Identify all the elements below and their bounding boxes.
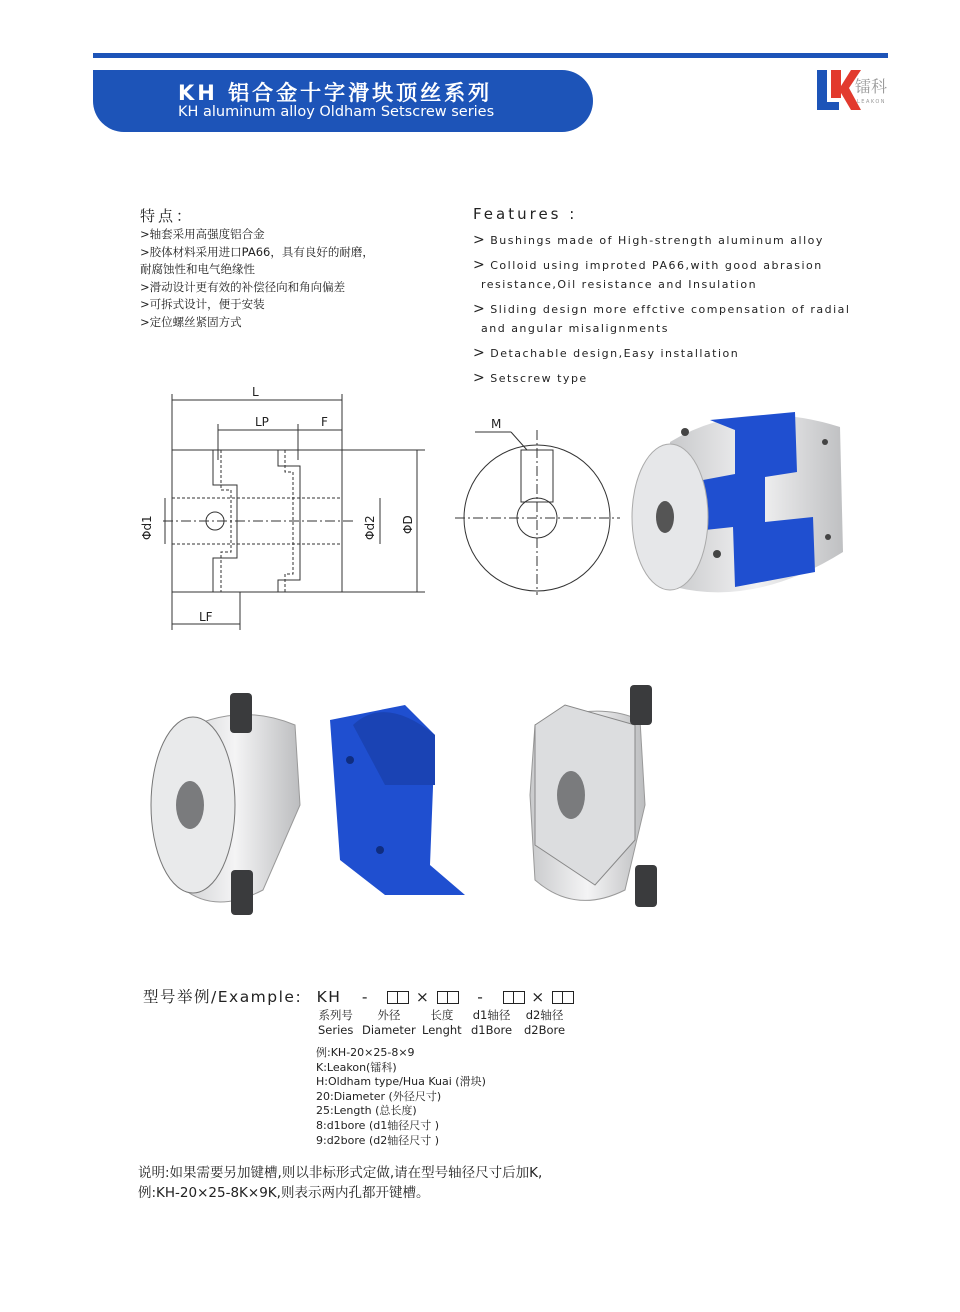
header-rule xyxy=(93,53,888,58)
front-view-drawing xyxy=(455,410,625,600)
features-en-title: Features : xyxy=(473,205,578,223)
coupling-assembled-image xyxy=(625,402,860,602)
dim-L: L xyxy=(252,385,259,399)
dim-LF: LF xyxy=(199,610,213,624)
dim-D: ΦD xyxy=(401,515,415,534)
dim-LP: LP xyxy=(255,415,269,429)
length-box xyxy=(437,991,459,1004)
d2-box xyxy=(552,991,574,1004)
feature-cn-item: >定位螺丝紧固方式 xyxy=(140,314,242,329)
feature-cn-item: 耐腐蚀性和电气绝缘性 xyxy=(140,262,255,276)
dim-M: M xyxy=(491,417,502,431)
example-line: 9:d2bore (d2轴径尺寸 ) xyxy=(316,1133,440,1147)
feature-cn-item: >胶体材料采用进口PA66，具有良好的耐磨， xyxy=(140,244,374,259)
feature-en-item: > Detachable design,Easy installation xyxy=(473,345,740,361)
label-d2: d2轴径 d2Bore xyxy=(524,1008,566,1037)
example-explanation xyxy=(316,1046,486,1148)
label-diameter: 外径 Diameter xyxy=(362,1008,416,1037)
feature-cn-item: >可拆式设计，便于安装 xyxy=(140,297,265,311)
feature-en-item: > Sliding design more effctive compensation of radial and angular misalignments xyxy=(473,301,851,335)
example-line: 25:Length (总长度) xyxy=(316,1104,417,1118)
side-view-drawing xyxy=(135,380,435,640)
label-length: 长度 Lenght xyxy=(422,1008,462,1037)
features-cn-list xyxy=(140,226,374,331)
example-prefix: 型号举例/Example: xyxy=(143,988,303,1006)
example-line: 20:Diameter (外径尺寸) xyxy=(316,1089,442,1103)
label-d1: d1轴径 d1Bore xyxy=(471,1008,513,1037)
example-code-row: 型号举例/Example: KH - × - × xyxy=(143,985,574,1007)
example-line: 8:d1bore (d1轴径尺寸 ) xyxy=(316,1118,440,1132)
diameter-box xyxy=(387,991,409,1004)
dim-d1: Φd1 xyxy=(140,515,154,540)
keyway-note: 说明:如果需要另加键槽,则以非标形式定做,请在型号轴径尺寸后加K, 例:KH-20×25-8K×9K,则表示两内孔都开键槽。 xyxy=(138,1165,543,1201)
feature-cn-item: >滑动设计更有效的补偿径向和角向偏差 xyxy=(140,279,346,294)
page-subtitle: KH aluminum alloy Oldham Setscrew series xyxy=(178,104,495,120)
example-code: KH xyxy=(316,988,342,1006)
dim-d2: Φd2 xyxy=(363,515,377,540)
dim-F: F xyxy=(321,415,328,429)
feature-en-item: > Setscrew type xyxy=(473,370,588,386)
example-line: K:Leakon(镭科) xyxy=(316,1060,397,1074)
example-line: H:Oldham type/Hua Kuai (滑块) xyxy=(316,1075,486,1089)
feature-cn-item: >轴套采用高强度铝合金 xyxy=(140,227,265,241)
label-series: 系列号 Series xyxy=(318,1008,354,1037)
page-title: KH 铝合金十字滑块顶丝系列 xyxy=(178,81,493,105)
d1-box xyxy=(503,991,525,1004)
leakon-logo xyxy=(815,66,895,112)
features-en-list xyxy=(473,231,850,394)
example-code-labels xyxy=(318,1008,578,1040)
svg-text:镭科: 镭科 xyxy=(855,77,888,96)
features-cn-title: 特点： xyxy=(140,207,195,225)
example-line: 例:KH-20×25-8×9 xyxy=(316,1046,415,1059)
feature-en-item: > Colloid using improted PA66,with good abrasion resistance,Oil resistance and Insulation xyxy=(473,257,823,291)
feature-en-item: > Bushings made of High-strength aluminum alloy xyxy=(473,232,824,248)
svg-text:LEAKON: LEAKON xyxy=(857,99,887,105)
coupling-exploded-image xyxy=(135,665,690,940)
